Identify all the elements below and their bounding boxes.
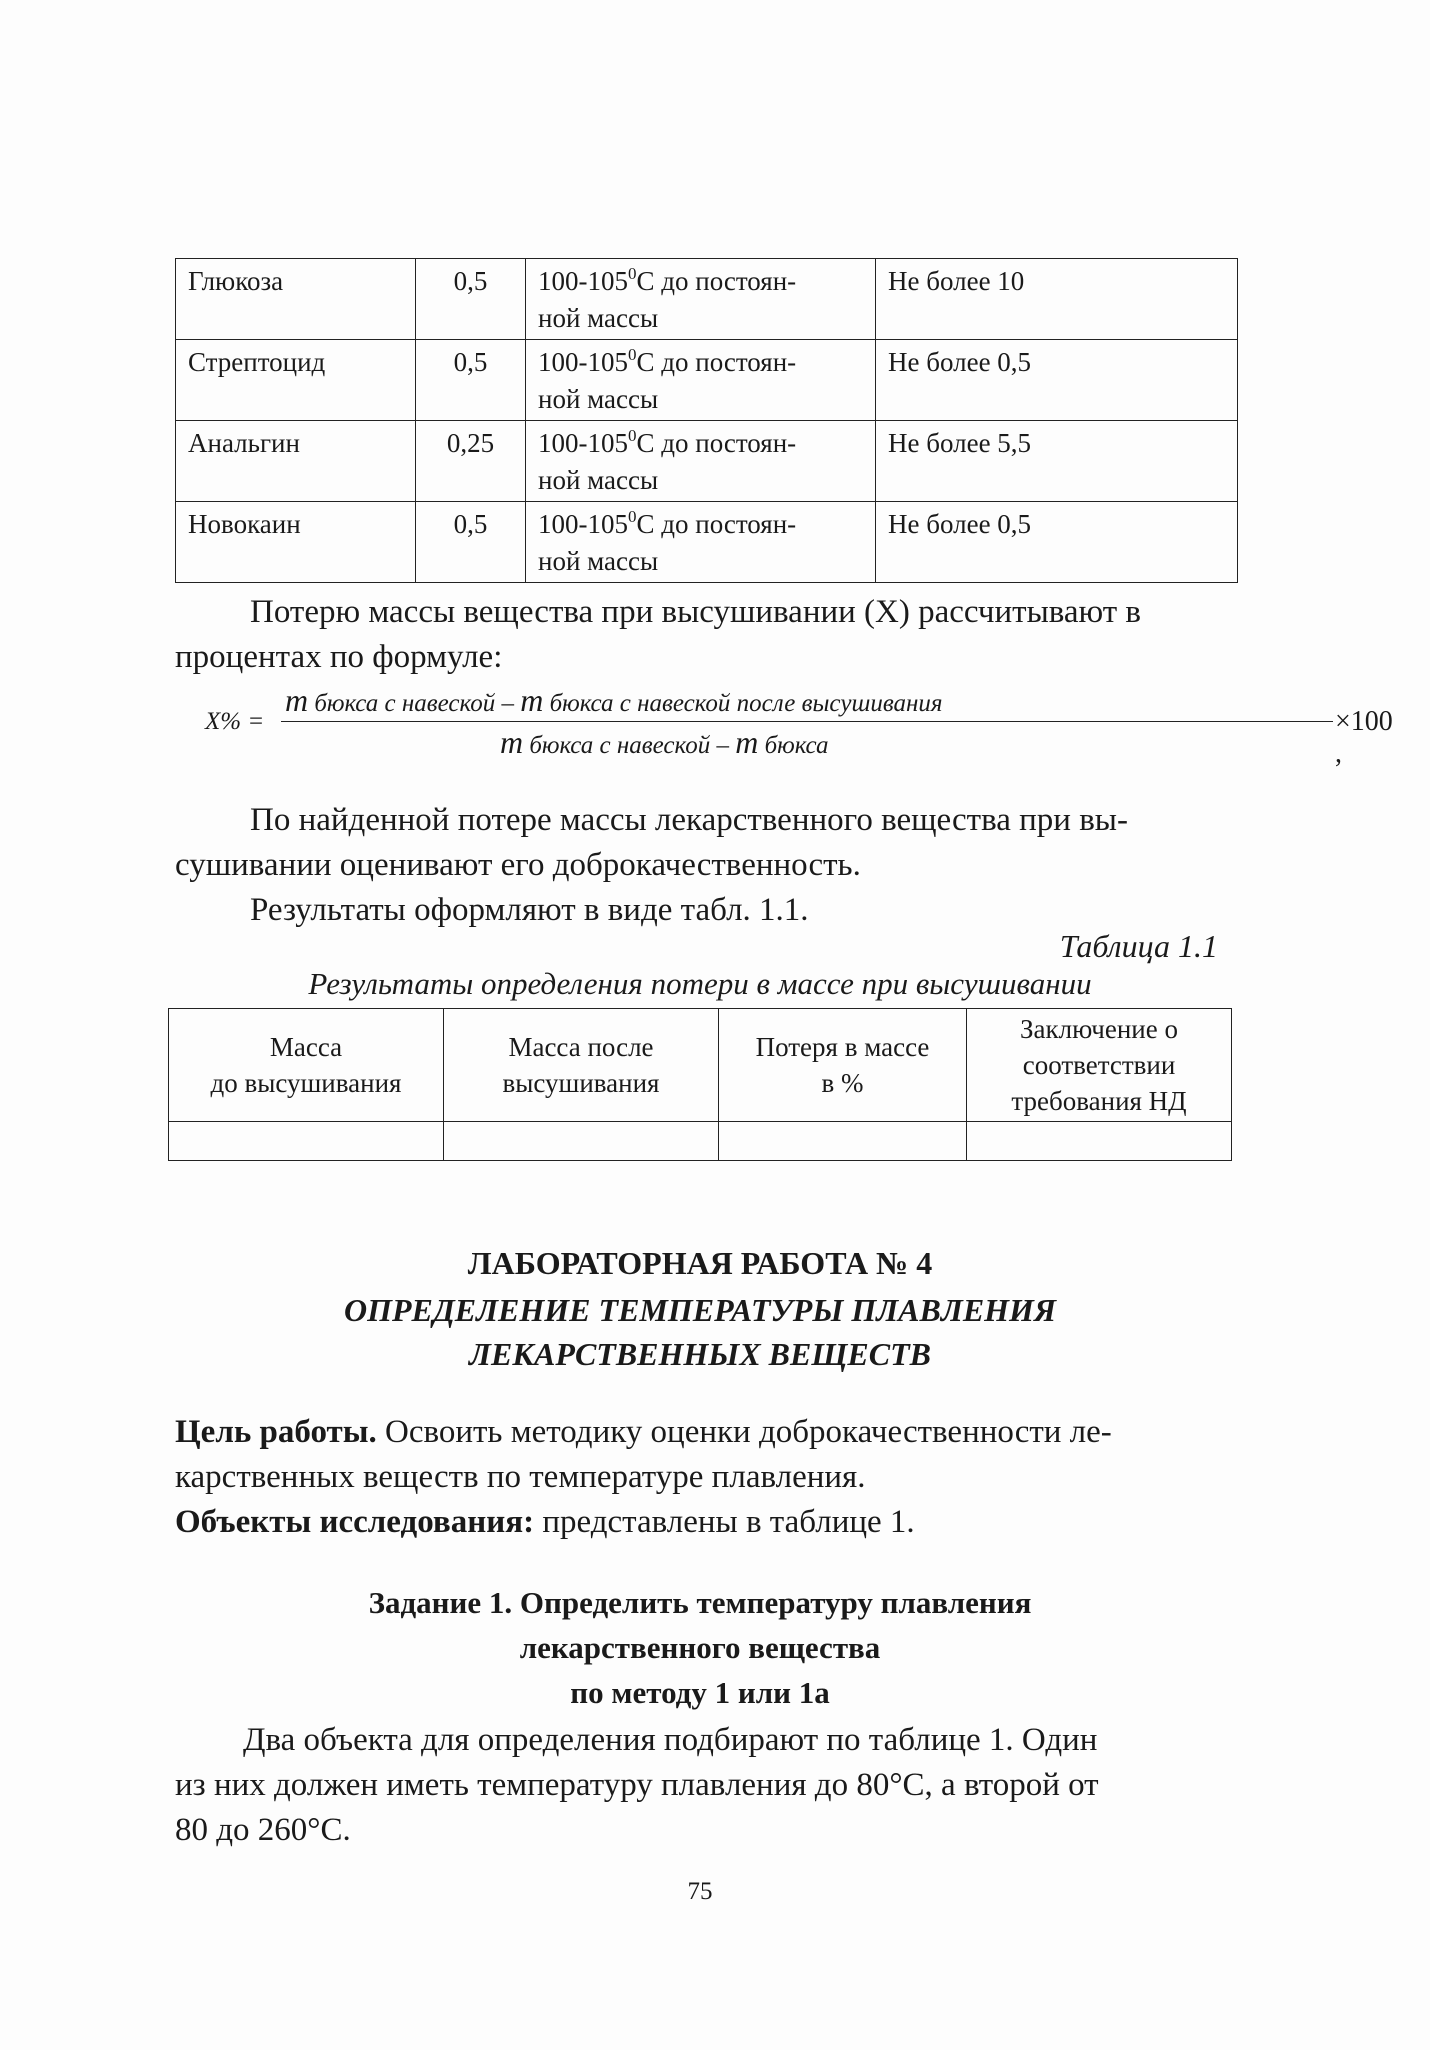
results-table — [168, 1008, 1232, 1161]
table-row — [176, 502, 1238, 583]
substance-cell: Анальгин — [176, 421, 416, 502]
formula-intro-paragraph: Потерю массы вещества при высушивании (X) рассчитывают в процентах по формуле: — [175, 594, 1141, 675]
loss-limit-cell: Не более 5,5 — [876, 421, 1238, 502]
empty-cell — [444, 1122, 719, 1161]
drying-condition-cell: $100-105^0С$ до постоян- ной массы — [526, 421, 876, 502]
table-row — [176, 259, 1238, 340]
loss-limit-cell: Не более 0,5 — [876, 502, 1238, 583]
goal-paragraph: Цель работы. Освоить методику оценки доброкачественности ле- карственных веществ по температуре плавления. — [175, 1414, 1112, 1495]
substance-cell: Стрептоцид — [176, 340, 416, 421]
lab-subtitle: ОПРЕДЕЛЕНИЕ ТЕМПЕРАТУРЫ ПЛАВЛЕНИЯ ЛЕКАРСТВЕННЫХ ВЕЩЕСТВ — [344, 1292, 1056, 1372]
formula-denominator: m бюкса с навеской – m бюкса — [500, 724, 829, 760]
task-title: Задание 1. Определить температуру плавления лекарственного вещества по методу 1 или 1а — [368, 1585, 1032, 1710]
sample-mass-cell: 0,5 — [416, 502, 526, 583]
results-paragraph: Результаты оформляют в виде табл. 1.1. — [250, 892, 809, 928]
table-header-row — [169, 1009, 1232, 1122]
header-mass-after: Масса после высушивания — [444, 1009, 719, 1122]
page-number: 75 — [687, 1878, 713, 1905]
table-row — [169, 1122, 1232, 1161]
quality-paragraph: По найденной потере массы лекарственного вещества при вы- сушивании оценивают его доброкачественность. — [175, 802, 1128, 883]
drying-condition-cell: $100-105^0С$ до постоян- ной массы — [526, 259, 876, 340]
header-mass-loss: Потеря в массе в % — [719, 1009, 967, 1122]
table-row — [176, 340, 1238, 421]
drying-condition-cell: $100-105^0С$ до постоян- ной массы — [526, 340, 876, 421]
table-row — [176, 421, 1238, 502]
lab-title: ЛАБОРАТОРНАЯ РАБОТА № 4 — [467, 1245, 933, 1281]
mass-loss-formula — [205, 682, 1393, 769]
formula-multiplier: ×100 , — [1335, 706, 1393, 769]
header-mass-before: Масса до высушивания — [169, 1009, 444, 1122]
sample-mass-cell: 0,5 — [416, 340, 526, 421]
substance-cell: Глюкоза — [176, 259, 416, 340]
substance-cell: Новокаин — [176, 502, 416, 583]
empty-cell — [169, 1122, 444, 1161]
task-body: Два объекта для определения подбирают по таблице 1. Один из них должен иметь температуру плавления до 80°С, а второй от 80 до 260°С. — [175, 1722, 1099, 1848]
header-conclusion: Заключение о соответствии требования НД — [967, 1009, 1232, 1122]
empty-cell — [719, 1122, 967, 1161]
fraction-bar — [281, 721, 1333, 722]
loss-limit-cell: Не более 10 — [876, 259, 1238, 340]
drying-condition-cell: $100-105^0С$ до постоян- ной массы — [526, 502, 876, 583]
empty-cell — [967, 1122, 1232, 1161]
sample-mass-cell: 0,25 — [416, 421, 526, 502]
objects-paragraph: Объекты исследования: представлены в таблице 1. — [175, 1504, 915, 1540]
formula-lhs: X% = — [205, 708, 265, 735]
loss-limit-cell: Не более 0,5 — [876, 340, 1238, 421]
formula-numerator: m бюкса с навеской – m бюкса с навеской после высушивания — [285, 682, 943, 718]
table-label: Таблица 1.1 — [1059, 928, 1218, 964]
table-caption: Результаты определения потери в массе при высушивании — [308, 966, 1092, 1001]
sample-mass-cell: 0,5 — [416, 259, 526, 340]
drying-conditions-table — [175, 258, 1238, 583]
